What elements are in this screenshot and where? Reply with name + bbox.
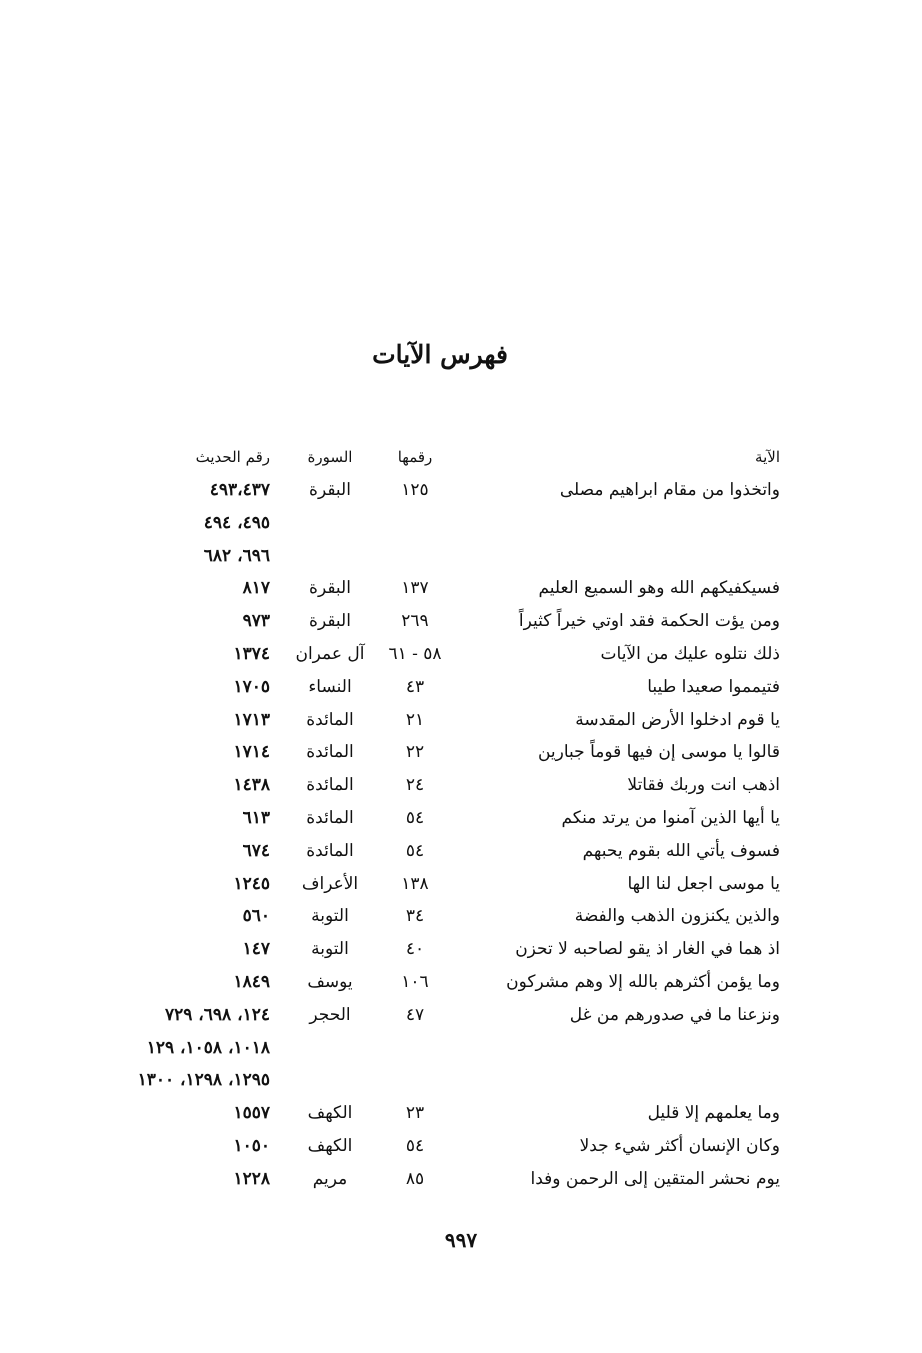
header-surah: السورة [307,448,353,466]
hadith-numbers: ١٥٥٧ [233,1103,270,1124]
hadith-numbers: ٦٩٦، ٦٨٢ [203,545,270,566]
ayah-text: ومن يؤت الحكمة فقد اوتي خيراً كثيراً [518,611,780,632]
ayah-number: ٢٣ [405,1103,425,1124]
table-row [100,507,790,540]
surah-name: المائدة [306,840,354,861]
hadith-numbers: ١٢٤، ٦٩٨، ٧٢٩ [164,1004,270,1025]
ayah-text: والذين يكنزون الذهب والفضة [574,906,780,927]
table-row [100,835,790,868]
hadith-numbers: ١٧١٤ [233,742,270,763]
hadith-numbers: ١٠١٨، ١٠٥٨، ١٢٩ [146,1037,270,1058]
hadith-numbers: ٦٧٤ [242,840,270,861]
surah-name: البقرة [309,578,351,599]
page-title: فهرس الآيات [372,340,508,369]
hadith-numbers: ٤٩٣،٤٣٧ [209,480,270,500]
ayah-text: وما يعلمهم إلا قليل [647,1103,780,1124]
hadith-numbers: ١٤٣٨ [233,775,270,796]
ayah-text: واتخذوا من مقام ابراهيم مصلى [559,480,780,500]
hadith-numbers: ١٢٢٨ [233,1168,270,1189]
table-row [100,638,790,671]
ayah-number: ٨٥ [405,1168,425,1189]
table-row [100,802,790,835]
ayah-text: فتيمموا صعيدا طيبا [647,676,780,697]
surah-name: البقرة [309,611,351,632]
table-row [100,999,790,1032]
surah-name: الحجر [309,1004,351,1025]
ayah-number: ٤٣ [405,676,425,697]
ayah-number: ٥٨ - ٦١ [388,643,442,664]
table-row [100,1130,790,1163]
ayah-index-table [100,440,790,1196]
table-row [100,1163,790,1196]
surah-name: الأعراف [301,873,359,894]
ayah-number: ٥٤ [405,1135,425,1156]
ayah-text: ذلك نتلوه عليك من الآيات [600,643,780,664]
surah-name: التوبة [311,939,349,960]
ayah-number: ٣٤ [405,906,425,927]
hadith-numbers: ٤٩٥، ٤٩٤ [203,512,270,533]
ayah-text: فسوف يأتي الله بقوم يحبهم [582,840,780,861]
table-row [100,540,790,573]
ayah-number: ٢١ [405,709,425,730]
ayah-number: ٢٢ [405,742,425,763]
ayah-text: وما يؤمن أكثرهم بالله إلا وهم مشركون [506,971,780,992]
ayah-number: ٢٦٩ [401,611,429,632]
header-ayah: الآية [755,448,780,466]
surah-name: النساء [308,676,352,697]
table-row [100,1064,790,1097]
ayah-number: ٥٤ [405,807,425,828]
table-row [100,900,790,933]
table-row [100,704,790,737]
table-row [100,1097,790,1130]
hadith-numbers: ١٨٤٩ [233,971,270,992]
header-hadith: رقم الحديث [195,448,270,466]
page-number: ٩٩٧ [444,1228,478,1252]
surah-name: المائدة [306,775,354,796]
ayah-number: ١٢٥ [401,480,429,500]
table-row [100,1032,790,1065]
ayah-text: اذ هما في الغار اذ يقو لصاحبه لا تحزن [515,939,780,960]
hadith-numbers: ٥٦٠ [242,906,270,927]
surah-name: مريم [312,1168,348,1189]
hadith-numbers: ٩٧٣ [242,611,270,632]
hadith-numbers: ١٢٤٥ [233,873,270,894]
table-row [100,474,790,507]
ayah-number: ٢٤ [405,775,425,796]
hadith-numbers: ١٧١٣ [233,709,270,730]
ayah-text: يوم نحشر المتقين إلى الرحمن وفدا [530,1168,780,1189]
hadith-numbers: ١٤٧ [242,939,270,960]
ayah-text: يا أيها الذين آمنوا من يرتد منكم [561,807,780,828]
header-number: رقمها [397,448,433,466]
table-header-row [100,440,790,474]
table-row [100,769,790,802]
hadith-numbers: ١٢٩٥، ١٢٩٨، ١٣٠٠ [137,1070,270,1091]
hadith-numbers: ٦١٣ [242,807,270,828]
ayah-text: ونزعنا ما في صدورهم من غل [569,1004,780,1025]
hadith-numbers: ١٧٠٥ [233,676,270,697]
surah-name: الكهف [307,1135,353,1156]
hadith-numbers: ١٠٥٠ [233,1135,270,1156]
table-row [100,671,790,704]
surah-name: التوبة [311,906,349,927]
ayah-number: ١٠٦ [401,971,429,992]
surah-name: البقرة [309,480,351,500]
surah-name: المائدة [306,742,354,763]
table-row [100,605,790,638]
ayah-number: ١٣٧ [401,578,429,599]
ayah-number: ١٣٨ [401,873,429,894]
table-row [100,966,790,999]
surah-name: المائدة [306,807,354,828]
table-body [100,474,790,1196]
ayah-text: يا قوم ادخلوا الأرض المقدسة [575,709,780,730]
hadith-numbers: ٨١٧ [242,578,270,599]
ayah-text: فسيكفيكهم الله وهو السميع العليم [538,578,780,599]
ayah-text: وكان الإنسان أكثر شيء جدلا [579,1135,780,1156]
ayah-number: ٤٧ [405,1004,425,1025]
table-row [100,868,790,901]
surah-name: المائدة [306,709,354,730]
ayah-text: اذهب انت وربك فقاتلا [627,775,780,796]
ayah-number: ٥٤ [405,840,425,861]
surah-name: يوسف [307,971,353,992]
surah-name: الكهف [307,1103,353,1124]
table-row [100,572,790,605]
ayah-text: قالوا يا موسى إن فيها قوماً جبارين [537,742,780,763]
table-row [100,933,790,966]
hadith-numbers: ١٣٧٤ [233,643,270,664]
ayah-number: ٤٠ [405,939,425,960]
ayah-text: يا موسى اجعل لنا الها [627,873,780,894]
table-row [100,736,790,769]
surah-name: آل عمران [295,643,365,664]
